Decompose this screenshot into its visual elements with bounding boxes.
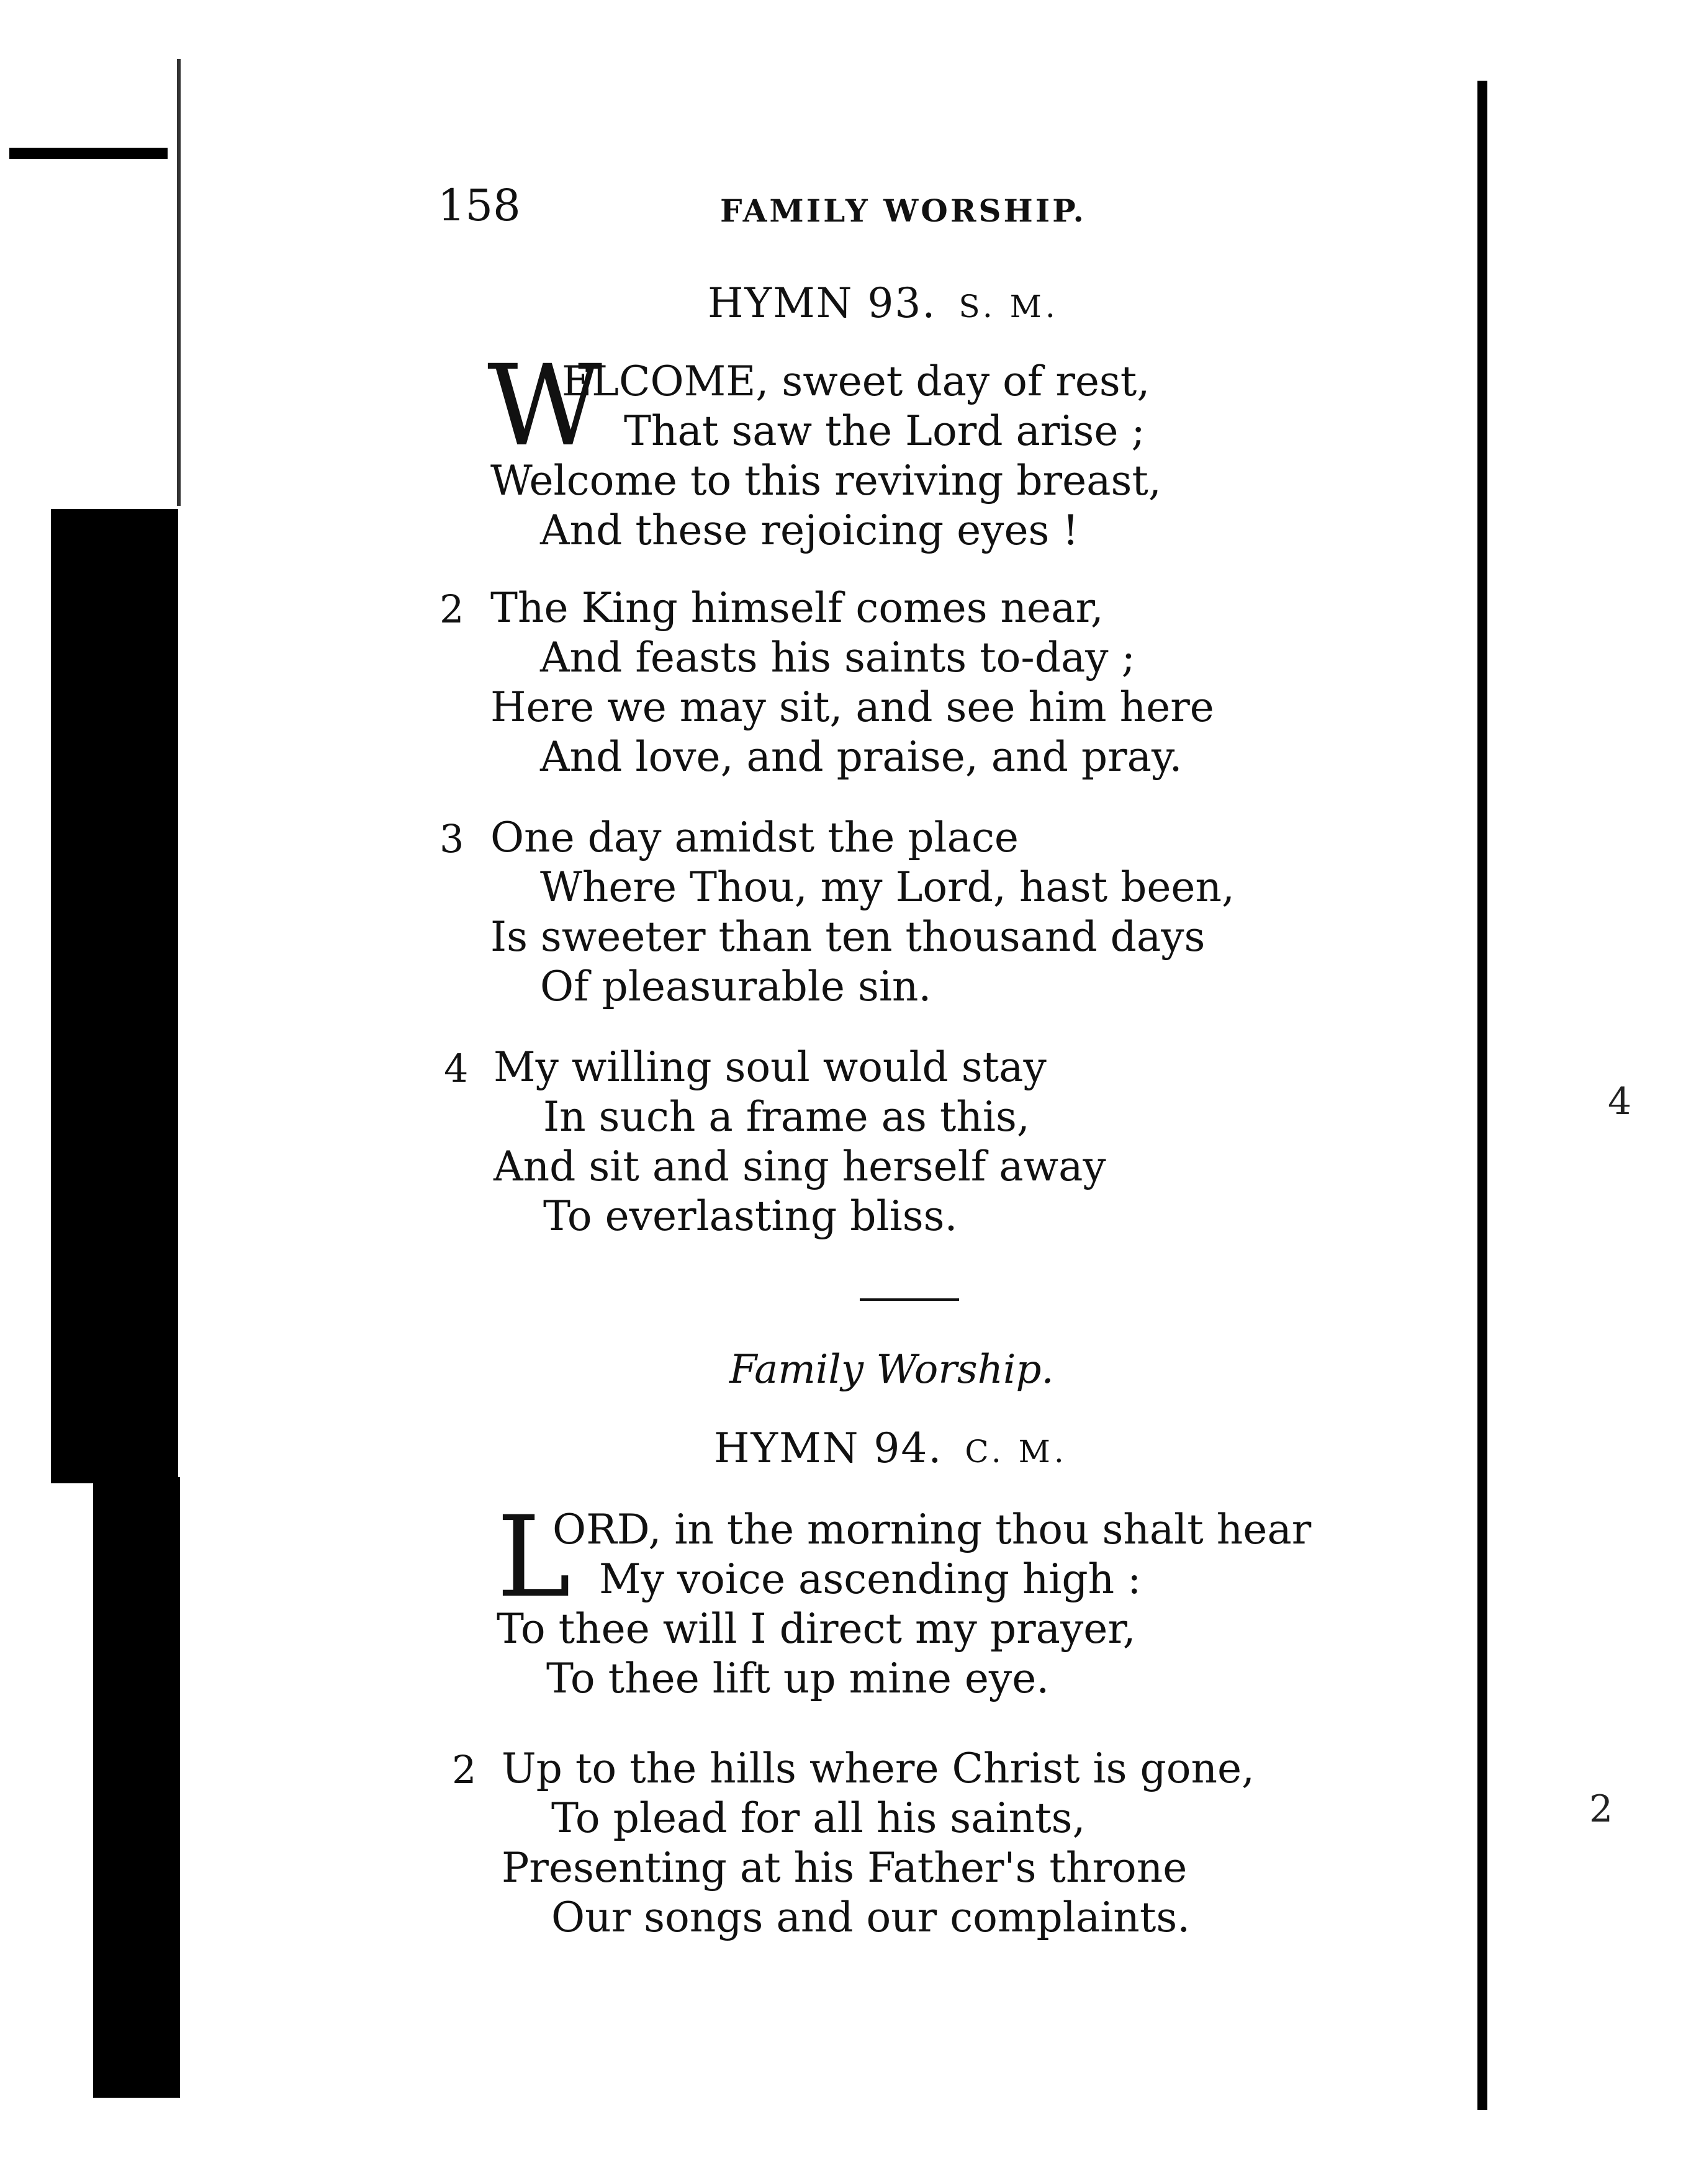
hymn-93-number: HYMN 93. bbox=[708, 279, 937, 327]
verse-line: Welcome to this reviving breast, bbox=[490, 457, 1161, 505]
verse-line: And these rejoicing eyes ! bbox=[540, 506, 1079, 554]
verse-line: My willing soul would stay bbox=[494, 1043, 1047, 1091]
verse-number: 4 bbox=[444, 1046, 469, 1091]
hymn-93-verse-4 bbox=[494, 1043, 1106, 1241]
verse-line: To everlasting bliss. bbox=[543, 1192, 958, 1240]
page-number: 158 bbox=[438, 180, 521, 231]
running-head: FAMILY WORSHIP. bbox=[720, 192, 1086, 229]
verse-line: And love, and praise, and pray. bbox=[540, 733, 1183, 781]
verse-line: Is sweeter than ten thousand days bbox=[490, 913, 1206, 961]
verse-line: And feasts his saints to-day ; bbox=[540, 634, 1135, 681]
verse-number: 2 bbox=[440, 586, 464, 632]
verse-line: To thee lift up mine eye. bbox=[546, 1655, 1050, 1702]
hymn-94-verse-1 bbox=[497, 1505, 1311, 1704]
hymn-94-meter: C. M. bbox=[965, 1434, 1068, 1470]
verse-line: Presenting at his Father's throne bbox=[502, 1844, 1188, 1892]
verse-line: To thee will I direct my prayer, bbox=[497, 1605, 1136, 1653]
left-spine-line bbox=[177, 59, 181, 506]
top-left-scan-bar bbox=[9, 148, 168, 159]
hymn-93-meter: S. M. bbox=[958, 289, 1059, 325]
verse-number: 3 bbox=[440, 816, 464, 861]
hymn-93-verse-2 bbox=[490, 583, 1214, 782]
hymn-94-verse-2 bbox=[502, 1744, 1255, 1943]
hymn-93-title bbox=[708, 279, 1059, 327]
verse-line: To plead for all his saints, bbox=[551, 1794, 1086, 1842]
left-binding-shadow bbox=[51, 509, 178, 1483]
verse-line: ORD, in the morning thou shalt hear bbox=[552, 1506, 1312, 1553]
verse-line: My voice ascending high : bbox=[599, 1555, 1142, 1603]
section-heading: Family Worship. bbox=[729, 1347, 1054, 1393]
verse-line: And sit and sing herself away bbox=[494, 1143, 1106, 1190]
left-lower-edge bbox=[93, 1477, 180, 2098]
facing-page-numeral: 4 bbox=[1608, 1080, 1632, 1123]
verse-line: Of pleasurable sin. bbox=[540, 963, 932, 1010]
section-divider bbox=[860, 1298, 959, 1301]
hymn-93-verse-3 bbox=[490, 813, 1235, 1012]
verse-line: The King himself comes near, bbox=[490, 584, 1104, 632]
verse-line: One day amidst the place bbox=[490, 814, 1019, 861]
verse-line: ELCOME, sweet day of rest, bbox=[562, 357, 1150, 405]
verse-line: Our songs and our complaints. bbox=[551, 1894, 1191, 1941]
verse-line: In such a frame as this, bbox=[543, 1093, 1030, 1141]
hymn-94-dropcap: L bbox=[497, 1493, 571, 1622]
hymn-94-number: HYMN 94. bbox=[714, 1424, 943, 1472]
facing-page-numeral: 2 bbox=[1589, 1787, 1613, 1831]
verse-line: Here we may sit, and see him here bbox=[490, 683, 1214, 731]
verse-line: Up to the hills where Christ is gone, bbox=[502, 1745, 1255, 1792]
hymn-93-dropcap: W bbox=[487, 341, 603, 471]
right-page-border bbox=[1477, 81, 1487, 2110]
verse-line: Where Thou, my Lord, hast been, bbox=[540, 863, 1235, 911]
verse-line: That saw the Lord arise ; bbox=[624, 407, 1145, 455]
hymn-93-verse-1 bbox=[490, 357, 1161, 555]
hymn-94-title bbox=[714, 1424, 1068, 1472]
verse-number: 2 bbox=[452, 1747, 477, 1792]
